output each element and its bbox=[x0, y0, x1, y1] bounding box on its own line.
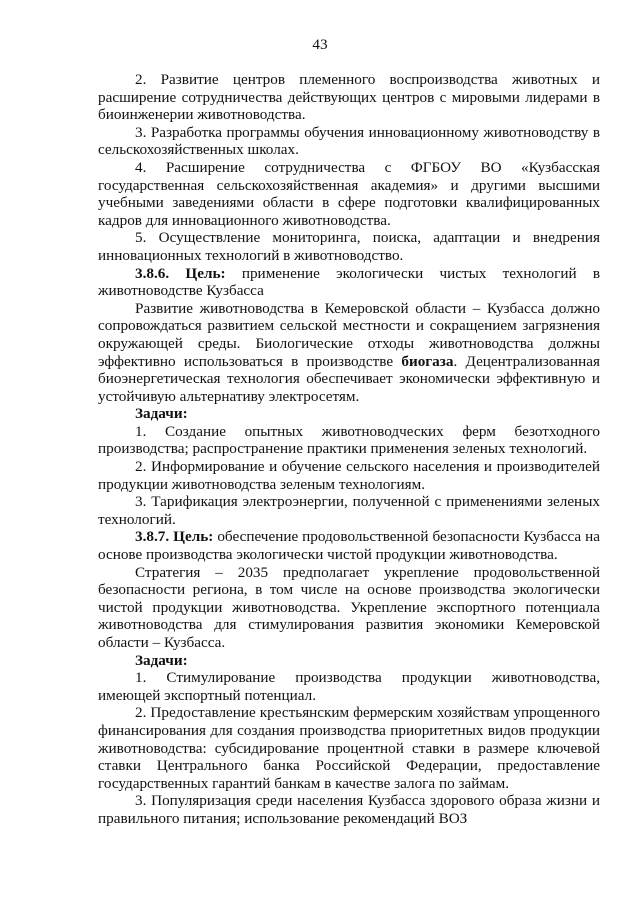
list-item: 3. Разработка программы обучения инновационному животноводству в сельскохозяйственных школах. bbox=[98, 123, 600, 159]
tasks-heading bbox=[98, 405, 600, 423]
tasks-heading bbox=[98, 652, 600, 670]
list-item: 2. Развитие центров племенного воспроизводства животных и расширение сотрудничества действующих центров с мировыми лидерами в биоинженерии животноводства. bbox=[98, 71, 600, 124]
paragraph bbox=[98, 300, 600, 406]
tasks-label: Задачи: bbox=[135, 405, 188, 423]
list-item: 1. Стимулирование производства продукции животноводства, имеющей экспортный потенциал. bbox=[98, 669, 600, 704]
list-item: 3. Тарификация электроэнергии, полученной с применениями зеленых технологий. bbox=[98, 493, 600, 528]
list-item: 2. Предоставление крестьянским фермерским хозяйствам упрощенного финансирования для создания производства приоритетных видов продукции животноводства: субсидирование процентной ставки в размере ключевой ставки Центрального банка Российской Федерации, предоставление государственных гарантий банкам в качестве залога по займам. bbox=[98, 704, 600, 792]
list-item: 5. Осуществление мониторинга, поиска, адаптации и внедрения инновационных технологий в животноводство. bbox=[98, 229, 600, 264]
page-body bbox=[98, 71, 600, 828]
goal-label: 3.8.6. Цель: bbox=[135, 264, 226, 282]
goal-text: применение экологически чистых технологий в животноводстве Кузбасса bbox=[98, 264, 600, 300]
tasks-label: Задачи: bbox=[135, 651, 188, 669]
list-item: 2. Информирование и обучение сельского населения и производителей продукции животноводства зеленым технологиям. bbox=[98, 458, 600, 493]
paragraph: Стратегия – 2035 предполагает укрепление продовольственной безопасности региона, в том числе на основе производства экологически чистой продукции животноводства. Укрепление экспортного потенциала животноводства для стимулирования развития экономики Кемеровской области – Кузбасса. bbox=[98, 563, 600, 651]
page-number: 43 bbox=[312, 36, 328, 53]
paragraph-text: . Децентрализованная биоэнергетическая технология обеспечивает экономически эффективную и устойчивую альтернативу электросетям. bbox=[98, 352, 600, 405]
bold-term: биогаза bbox=[401, 352, 454, 370]
goal-text: обеспечение продовольственной безопасности Кузбасса на основе производства экологически чистой продукции животноводства. bbox=[98, 528, 601, 564]
goal-label: 3.8.7. Цель: bbox=[135, 528, 214, 546]
goal-3-8-6 bbox=[98, 265, 600, 300]
paragraph-text: Развитие животноводства в Кемеровской области – Кузбасса должно сопровождаться развитием сельской местности и сокращением загрязнения окружающей среды. Биологические отходы животноводства должны эффективно использоваться в производстве bbox=[98, 299, 600, 370]
list-item: 1. Создание опытных животноводческих ферм безотходного производства; распространение практики применения зеленых технологий. bbox=[98, 422, 600, 458]
list-item: 3. Популяризация среди населения Кузбасса здорового образа жизни и правильного питания; использование рекомендаций ВОЗ bbox=[98, 792, 600, 827]
list-item: 4. Расширение сотрудничества с ФГБОУ ВО «Кузбасская государственная сельскохозяйственная академия» и другими высшими учебными заведениями области в сфере подготовки квалифицированных кадров для инновационного животноводства. bbox=[98, 158, 600, 229]
goal-3-8-7 bbox=[98, 528, 600, 563]
